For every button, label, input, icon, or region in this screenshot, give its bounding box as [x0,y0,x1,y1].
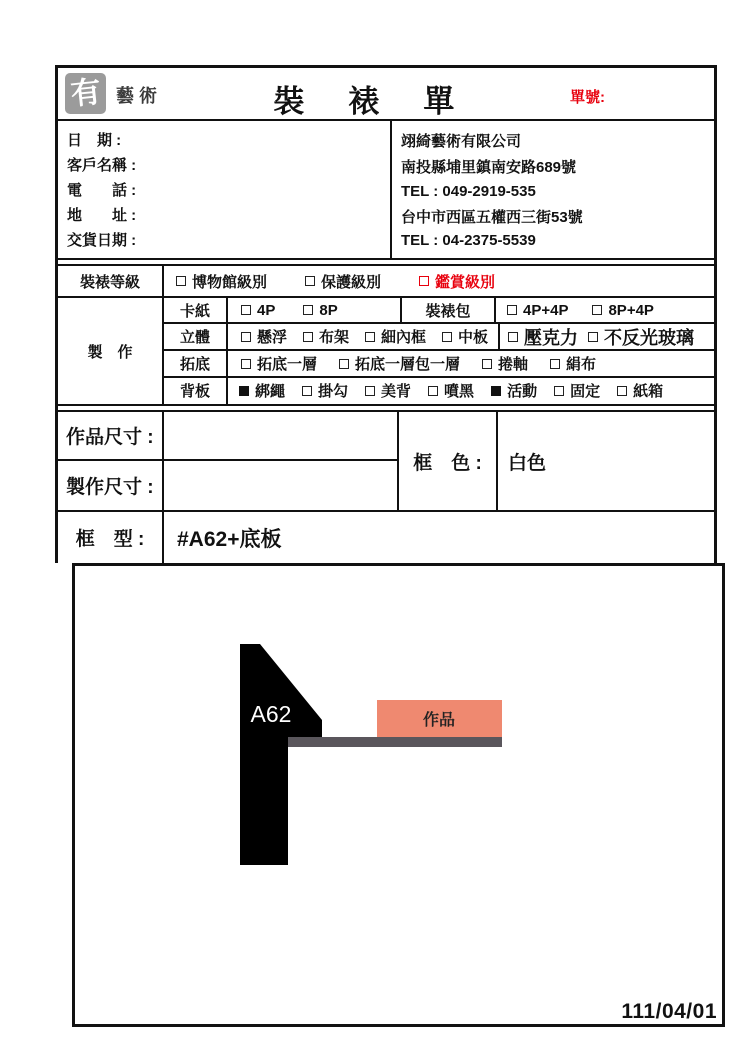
checkbox-fixed[interactable] [554,386,564,396]
production-rows [164,298,714,404]
checkbox-scroll[interactable] [482,359,492,369]
size-fields [58,412,399,510]
address-field-label: 地 址 : [67,207,137,224]
backing-label: 拓底 [164,351,228,375]
checkbox-nice-back[interactable] [365,386,375,396]
production-section [58,298,714,406]
company-name: 翊綺藝術有限公司 [401,132,522,150]
checkbox-museum-grade[interactable] [176,276,186,286]
frame-profile-drawing [75,566,722,1024]
frame-type-row [58,512,714,563]
option-hook[interactable]: 掛勾 [302,380,348,401]
form-date: 111/04/01 [621,1000,717,1023]
option-carton[interactable]: 紙箱 [617,380,663,401]
checkbox-4p4p[interactable] [507,305,517,315]
option-backing-one-layer-wrapped[interactable]: 拓底一層包一層 [339,353,460,374]
option-silk[interactable]: 絹布 [550,353,596,374]
production-row-backboard [164,378,714,404]
company-address-1: 南投縣埔里鎮南安路689號 [401,159,577,177]
frame-color-value: 白色 [508,452,547,474]
checkbox-silk[interactable] [550,359,560,369]
matboard-options [228,298,400,322]
option-antiglare-glass[interactable]: 不反光玻璃 [588,324,694,350]
checkbox-middle-board[interactable] [442,332,452,342]
mounting-grade-label: 裝裱等級 [58,266,164,296]
option-floating[interactable]: 懸浮 [241,326,287,347]
option-movable[interactable]: 活動 [491,380,537,401]
brand-text: 藝術 [116,86,162,106]
option-museum-grade[interactable]: 博物館級別 [176,271,267,292]
production-size-row [58,461,397,510]
checkbox-hook[interactable] [302,386,312,396]
production-row-backing [164,351,714,377]
checkbox-protection-grade[interactable] [305,276,315,286]
option-fixed[interactable]: 固定 [554,380,600,401]
checkbox-8p[interactable] [303,305,313,315]
option-scroll[interactable]: 捲軸 [482,353,528,374]
artwork-size-label: 作品尺寸 : [58,412,164,459]
frame-type-label: 框 型 : [58,512,164,563]
order-form-table [55,65,717,563]
frame-type-value: #A62+底板 [177,527,282,551]
checkbox-4p[interactable] [241,305,251,315]
option-spray-black[interactable]: 噴黑 [428,380,474,401]
option-nice-back[interactable]: 美背 [365,380,411,401]
checkbox-thin-inner-frame[interactable] [365,332,375,342]
mounting-pack-options [496,298,714,322]
option-8p[interactable]: 8P [303,302,337,319]
sizes-section [58,412,714,512]
artwork-size-row [58,412,397,461]
option-middle-board[interactable]: 中板 [442,326,488,347]
seal-glyph: 有 [68,75,103,111]
option-8p4p[interactable]: 8P+4P [592,302,653,319]
backing-options [228,351,714,375]
option-backing-one-layer[interactable]: 拓底一層 [241,353,317,374]
customer-name-field-label: 客戶名稱 : [67,157,137,174]
3d-label: 立體 [164,324,228,349]
option-4p[interactable]: 4P [241,302,275,319]
option-fabric-frame[interactable]: 布架 [303,326,349,347]
checkbox-floating[interactable] [241,332,251,342]
checkbox-fabric-frame[interactable] [303,332,313,342]
artwork-size-value[interactable] [164,412,397,459]
checkbox-spray-black[interactable] [428,386,438,396]
frame-profile-diagram [72,563,725,1027]
backing-shelf-bar [288,737,502,747]
production-row-matboard [164,298,714,324]
company-seal-logo [65,73,106,114]
company-address-2: 台中市西區五權西三街53號 [401,208,583,226]
backboard-label: 背板 [164,378,228,404]
checkbox-carton[interactable] [617,386,627,396]
artwork-label-text: 作品 [422,712,456,729]
company-info-column [392,121,714,258]
backboard-options [228,378,714,404]
option-thin-inner-frame[interactable]: 細內框 [365,326,426,347]
checkbox-tie-rope[interactable] [239,386,249,396]
date-field-label: 日 期 : [67,132,122,149]
order-number-label: 單號: [570,89,605,106]
delivery-date-field-label: 交貨日期 : [67,232,137,249]
checkbox-antiglare-glass[interactable] [588,332,598,342]
mounting-grade-options [164,266,495,296]
phone-field-label: 電 話 : [67,182,137,199]
company-tel-2: TEL : 04-2375-5539 [401,232,536,250]
customer-info-section [58,121,714,260]
form-header [58,68,714,121]
frame-color-label: 框 色 : [399,412,498,510]
3d-options-left [228,324,498,349]
production-size-value[interactable] [164,461,397,510]
matboard-label: 卡紙 [164,298,228,322]
option-acrylic[interactable]: 壓克力 [508,324,578,350]
mounting-grade-row [58,266,714,298]
checkbox-movable[interactable] [491,386,501,396]
checkbox-backing-one-layer[interactable] [241,359,251,369]
3d-options-right [498,324,714,349]
mounting-pack-label: 裝裱包 [400,298,496,322]
option-appreciation-grade[interactable]: 鑑賞級別 [419,271,495,292]
company-tel-1: TEL : 049-2919-535 [401,182,536,200]
option-protection-grade[interactable]: 保護級別 [305,271,381,292]
frame-code-text: A62 [250,701,292,727]
checkbox-acrylic[interactable] [508,332,518,342]
checkbox-8p4p[interactable] [592,305,602,315]
production-size-label: 製作尺寸 : [58,461,164,510]
option-tie-rope[interactable]: 綁繩 [239,380,285,401]
form-title: 裝裱單 [273,84,499,119]
checkbox-appreciation-grade[interactable] [419,276,429,286]
production-row-3d [164,324,714,351]
frame-moulding-profile-shape [240,644,322,865]
checkbox-backing-one-layer-wrapped[interactable] [339,359,349,369]
production-section-label: 製 作 [58,298,164,404]
customer-fields-column [58,121,392,258]
option-4p4p[interactable]: 4P+4P [507,302,568,319]
